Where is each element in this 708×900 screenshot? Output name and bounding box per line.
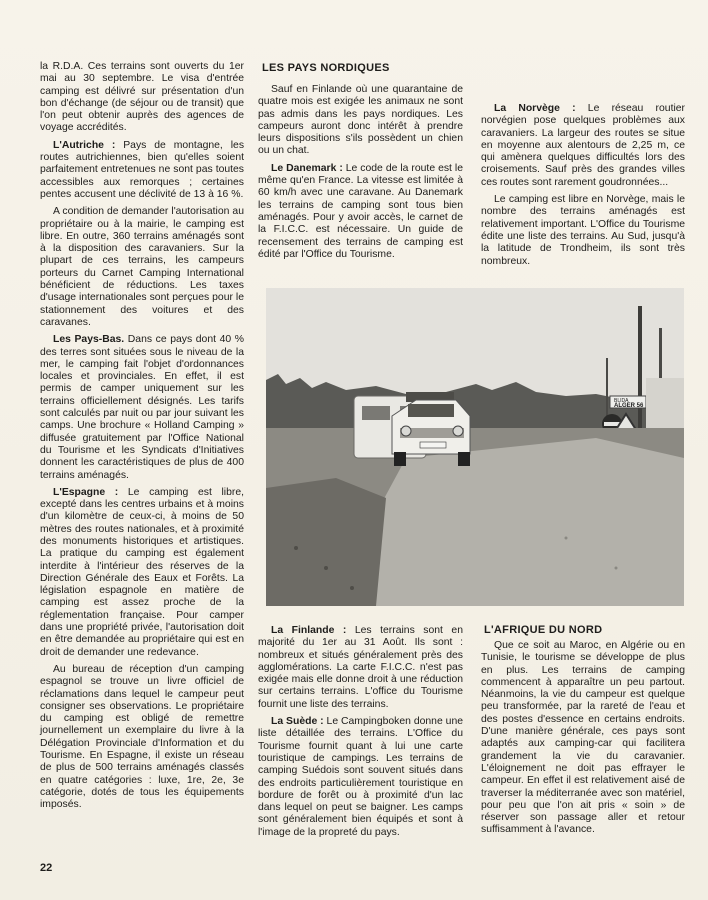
paragraph-norvege-2: Le camping est libre en Norvège, mais le nombre des terrains aménagés est relativement important. L'Office du Tourisme édite une liste des terrains. Au Sud, jusqu'à la latitude de Trondheim, ils sont très nombreux. — [481, 194, 685, 267]
section-title-suede: La Suède : — [271, 716, 324, 728]
sign-text-1: BLIDA — [614, 398, 629, 404]
paragraph-autriche-2: A condition de demander l'autorisation au propriétaire ou à la mairie, le camping est libre. En outre, 360 terrains aménagés sont à la disposition des caravaniers. Sur la plupart de ces terrains, les campeurs porteurs du Carnet Camping International bénéficient de réductions. Les taxes d'usage internationales sont perçues pour le stationnement des voitures et des caravanes. — [40, 206, 244, 328]
section-title-danemark: Le Danemark : — [271, 162, 343, 174]
section-title-finlande: La Finlande : — [271, 625, 347, 636]
photo-car-caravan — [266, 288, 684, 606]
text-column-right-top — [481, 103, 685, 273]
text-column-right-bottom — [481, 640, 685, 842]
section-title-espagne: L'Espagne : — [53, 486, 119, 498]
photo-illustration — [266, 288, 684, 606]
text-column-middle-bottom — [258, 625, 463, 844]
sign-text-2: ALGER 56 — [614, 403, 644, 409]
page-number: 22 — [40, 862, 53, 874]
paragraph-norvege: La Norvège : Le réseau routier norvégien pose quelques problèmes aux caravaniers. La largeur des routes se situe en moyenne aux alentours de 2,25 m, ce qui amènera quelques difficultés lors des croisements. Sauf près des grandes villes ces routes sont rarement goudronnées... — [481, 103, 686, 188]
text-column-middle-top — [258, 84, 463, 266]
paragraph-nordic-intro: Sauf en Finlande où une quarantaine de quatre mois est exigée les animaux ne sont pas admis dans les pays nordiques. Les campeurs auront donc intérêt à prendre leurs dispositions s'ils possèdent un chien ou un chat. — [258, 84, 463, 157]
heading-pays-nordiques: LES PAYS NORDIQUES — [262, 62, 390, 74]
text-column-left — [40, 61, 244, 817]
paragraph-autriche: L'Autriche : Pays de montagne, les routes autrichiennes, bien qu'elles soient parfaitement entretenues ne sont pas toutes accessibles aux remorques ; certaines pentes accusent une déclivité de 13 à 16 %. — [40, 139, 245, 200]
section-title-norvege: La Norvège : — [494, 103, 576, 114]
paragraph-finlande: La Finlande : Les terrains sont en majorité du 1er au 31 Août. Ils sont : nombreux et situés généralement près des agglomérations. La carte F.I.C.C. n'est pas exigée mais elle donne droit à une réduction sur certains terrains. L'office du Tourisme fournit une liste des terrains. — [258, 625, 463, 710]
heading-afrique-du-nord: L'AFRIQUE DU NORD — [484, 624, 603, 636]
paragraph-espagne-2: Au bureau de réception d'un camping espagnol se trouve un livre officiel de réclamations dans lequel le campeur peut consigner ses observations. Le propriétaire du camping est obligé de remettre journellement un exemplaire du livre à la Délégation Provinciale d'Information et du Tourisme. En Espagne, il existe un réseau de plus de 500 terrains aménagés classés en quatre catégories : luxe, 1re, 2e, 3e catégorie, dotés de tous les équipements imposés. — [40, 663, 244, 811]
section-title-autriche: L'Autriche : — [53, 139, 116, 151]
section-title-pays-bas: Les Pays-Bas. — [53, 334, 125, 346]
paragraph-rda: la R.D.A. Ces terrains sont ouverts du 1er mai au 30 septembre. Le visa d'entrée camping est délivré sur présentation d'un bon d'échange (de séjour ou de transit) que l'on peut obtenir auprès des agences de voyage accrédités. — [40, 61, 244, 134]
paragraph-afrique: Que ce soit au Maroc, en Algérie ou en Tunisie, le tourisme se développe de plus en plus. Les terrains de camping commencent à apparaître un peu partout. Néanmoins, la vie du campeur est quelque peu transformée, par la rareté de l'eau et des postes d'essence en certains endroits. D'une manière générale, ces pays sont adaptés aux camping-car qui facilitera grandement la vie du caravanier. L'éloignement ne doit pas effrayer le campeur. En effet il est relativement aisé de traverser la méditerranée avec son matériel, pour peu que l'on ait pris « soin » de réserver son passage aller et retour suffisamment à l'avance. — [481, 640, 685, 836]
paragraph-danemark: Le Danemark : Le code de la route est le même qu'en France. La vitesse est limitée à 60 km/h avec une caravane. Au Danemark les terrains de camping sont tous bien aménagés. Pour y avoir accès, le carnet de la F.I.C.C. est nécessaire. Un guide de recensement des terrains de camping est édité par l'Office du Tourisme. — [258, 162, 464, 260]
paragraph-suede: La Suède : Le Campingboken donne une liste détaillée des terrains. L'Office du Tourisme fournit quant à lui une carte touristique de campings. Les terrains de camping Suédois sont souvent situés dans des endroits particulièrement touristique en bordure de forêt ou à proximité d'un lac dans lequel on peut se baigner. Les camps sont généralement bien équipés et sont à l'image de la propreté du pays. — [258, 716, 463, 838]
paragraph-pays-bas: Les Pays-Bas. Dans ce pays dont 40 % des terres sont situées sous le niveau de la mer, le camping fait l'objet d'ordonnances locales et provinciales. En effet, il est permis de camper uniquement sur les terrains officiellement désignés. Les tarifs sont calculés par nuit ou par jour suivant les camps. Une brochure « Holland Camping » diffusée gratuitement par l'Office National du Tourisme et les Syndicats d'Initiatives donnent les caractéristiques de plus de 400 terrains aménagés. — [40, 334, 244, 481]
paragraph-espagne: L'Espagne : Le camping est libre, excepté dans les centres urbains et à moins d'un kilomètre de ceux-ci, à moins de 50 mètres des routes nationales, et à proximité des monuments historiques et artistiques. La pratique du camping est également interdite à l'intérieur des réserves de la Direction Générale des Eaux et Forêts. La législation espagnole en matière de camping est assez proche de la réglementation française. Pour camper dans une propriété privée, l'autorisation doit en être demandée au propriétaire qui est en droit de demander une redevance. — [40, 486, 244, 658]
